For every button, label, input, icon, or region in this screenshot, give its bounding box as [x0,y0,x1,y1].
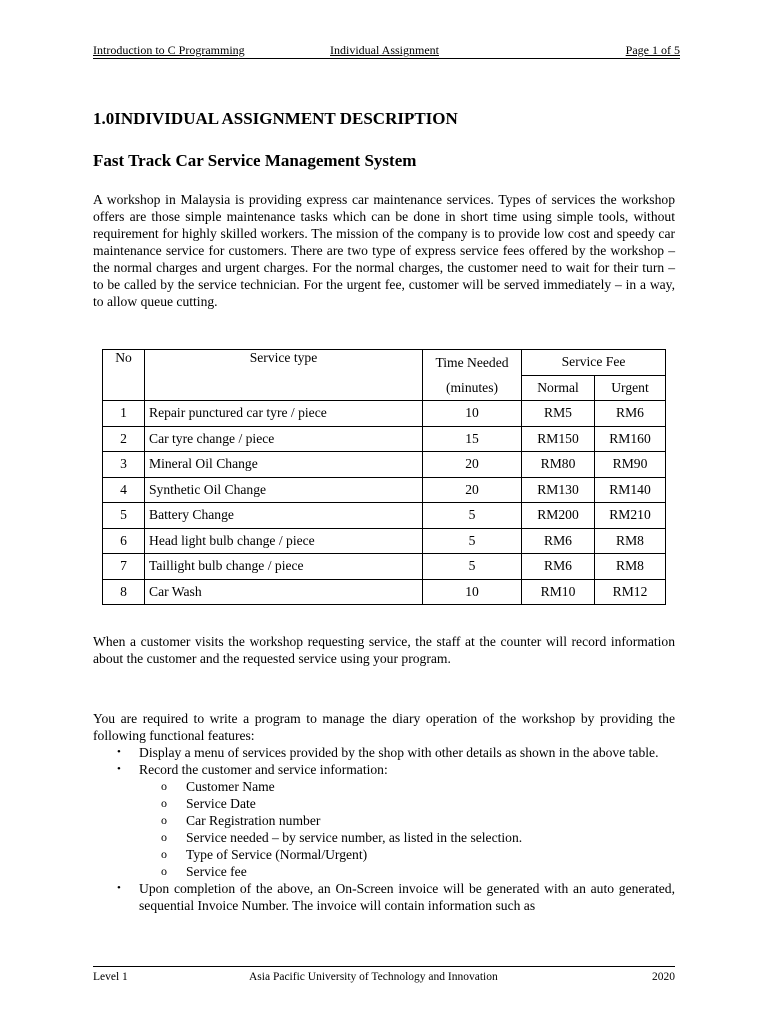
header-service-fee: Service Fee [522,350,666,376]
row-urgent-fee: RM12 [595,579,666,605]
row-no: 6 [103,528,145,554]
row-service: Synthetic Oil Change [145,477,423,503]
row-service: Battery Change [145,503,423,529]
sub-bullet-icon: o [161,813,167,827]
table-row [103,401,666,427]
bullet-icon: • [117,763,121,775]
list-item [93,880,675,914]
row-time: 20 [423,452,522,478]
table-row [103,426,666,452]
sub-item-text: Car Registration number [186,813,321,828]
row-no: 4 [103,477,145,503]
sub-bullet-icon: o [161,830,167,844]
row-service: Mineral Oil Change [145,452,423,478]
table-row [103,503,666,529]
footer-university: Asia Pacific University of Technology and Innovation [249,971,498,983]
intro-paragraph: A workshop in Malaysia is providing express car maintenance services. Types of services the workshop offers are those simple maintenance tasks which can be done in short time using simple tools, without requirement for highly skilled workers. The mission of the company is to provide low cost and speedy car maintenance service for customers. There are two type of express service fees offered by the workshop – the normal charges and urgent charges. For the normal charges, the customer need to wait for their turn – to be called by the service technician. For the urgent fee, customer will be served immediately – in a way, to allow queue cutting. [93,192,675,309]
section-heading: 1.0INDIVIDUAL ASSIGNMENT DESCRIPTION [93,109,458,128]
row-time: 10 [423,579,522,605]
sub-bullet-icon: o [161,796,167,810]
row-normal-fee: RM200 [522,503,595,529]
table-row [103,554,666,580]
sub-item-text: Service fee [186,864,247,879]
table-row [103,452,666,478]
sub-list-item [93,863,675,880]
row-no: 1 [103,401,145,427]
header-no-spacer [103,375,145,401]
row-time: 5 [423,554,522,580]
row-urgent-fee: RM90 [595,452,666,478]
row-no: 7 [103,554,145,580]
list-item [93,744,675,761]
row-normal-fee: RM6 [522,528,595,554]
header-time-needed: Time Needed [423,350,522,376]
list-item-text: Record the customer and service information: [139,762,388,777]
table-row [103,477,666,503]
header-time-unit: (minutes) [423,375,522,401]
sub-item-text: Service needed – by service number, as listed in the selection. [186,830,523,845]
table-row [103,528,666,554]
row-service: Car Wash [145,579,423,605]
row-time: 20 [423,477,522,503]
row-time: 5 [423,528,522,554]
bullet-icon: • [117,746,121,758]
row-service: Taillight bulb change / piece [145,554,423,580]
header-service-spacer [145,375,423,401]
list-item [93,761,675,778]
sub-list-item [93,795,675,812]
row-no: 3 [103,452,145,478]
table-row [103,579,666,605]
row-normal-fee: RM5 [522,401,595,427]
header-service-type: Service type [145,350,423,376]
header-no: No [103,350,145,376]
row-urgent-fee: RM8 [595,554,666,580]
requirements-paragraph: You are required to write a program to manage the diary operation of the workshop by providing the following functional features: [93,711,675,743]
page-header [93,42,680,59]
row-service: Car tyre change / piece [145,426,423,452]
page-footer [93,966,675,983]
sub-item-text: Customer Name [186,779,275,794]
sub-list-item [93,812,675,829]
sub-bullet-icon: o [161,847,167,861]
sub-bullet-icon: o [161,779,167,793]
header-assignment-type: Individual Assignment [330,43,439,57]
row-no: 5 [103,503,145,529]
header-normal: Normal [522,375,595,401]
row-time: 15 [423,426,522,452]
sub-item-text: Type of Service (Normal/Urgent) [186,847,368,862]
row-service: Repair punctured car tyre / piece [145,401,423,427]
header-course-title: Introduction to C Programming [93,43,245,57]
sub-bullet-icon: o [161,864,167,878]
row-urgent-fee: RM160 [595,426,666,452]
sub-item-text: Service Date [186,796,256,811]
footer-year: 2020 [652,971,675,983]
row-no: 2 [103,426,145,452]
sub-list-item [93,846,675,863]
bullet-icon: • [117,882,121,894]
header-page-number: Page 1 of 5 [625,43,680,57]
row-urgent-fee: RM8 [595,528,666,554]
row-no: 8 [103,579,145,605]
row-normal-fee: RM130 [522,477,595,503]
footer-level: Level 1 [93,971,128,983]
system-title: Fast Track Car Service Management System [93,151,417,170]
list-item-text: Display a menu of services provided by the shop with other details as shown in the above table. [139,745,659,760]
sub-list-item [93,778,675,795]
row-normal-fee: RM6 [522,554,595,580]
row-normal-fee: RM150 [522,426,595,452]
list-item-text: Upon completion of the above, an On-Screen invoice will be generated with an auto generated, sequential Invoice Number. The invoice will contain information such as [139,881,675,913]
row-urgent-fee: RM210 [595,503,666,529]
table-header-row [103,350,666,376]
row-normal-fee: RM10 [522,579,595,605]
row-time: 5 [423,503,522,529]
row-urgent-fee: RM6 [595,401,666,427]
counter-paragraph: When a customer visits the workshop requesting service, the staff at the counter will record information about the customer and the requested service using your program. [93,634,675,666]
sub-list-item [93,829,675,846]
feature-list [93,744,675,914]
header-urgent: Urgent [595,375,666,401]
row-service: Head light bulb change / piece [145,528,423,554]
row-normal-fee: RM80 [522,452,595,478]
service-fee-table [102,349,666,605]
row-urgent-fee: RM140 [595,477,666,503]
table-header-row [103,375,666,401]
row-time: 10 [423,401,522,427]
